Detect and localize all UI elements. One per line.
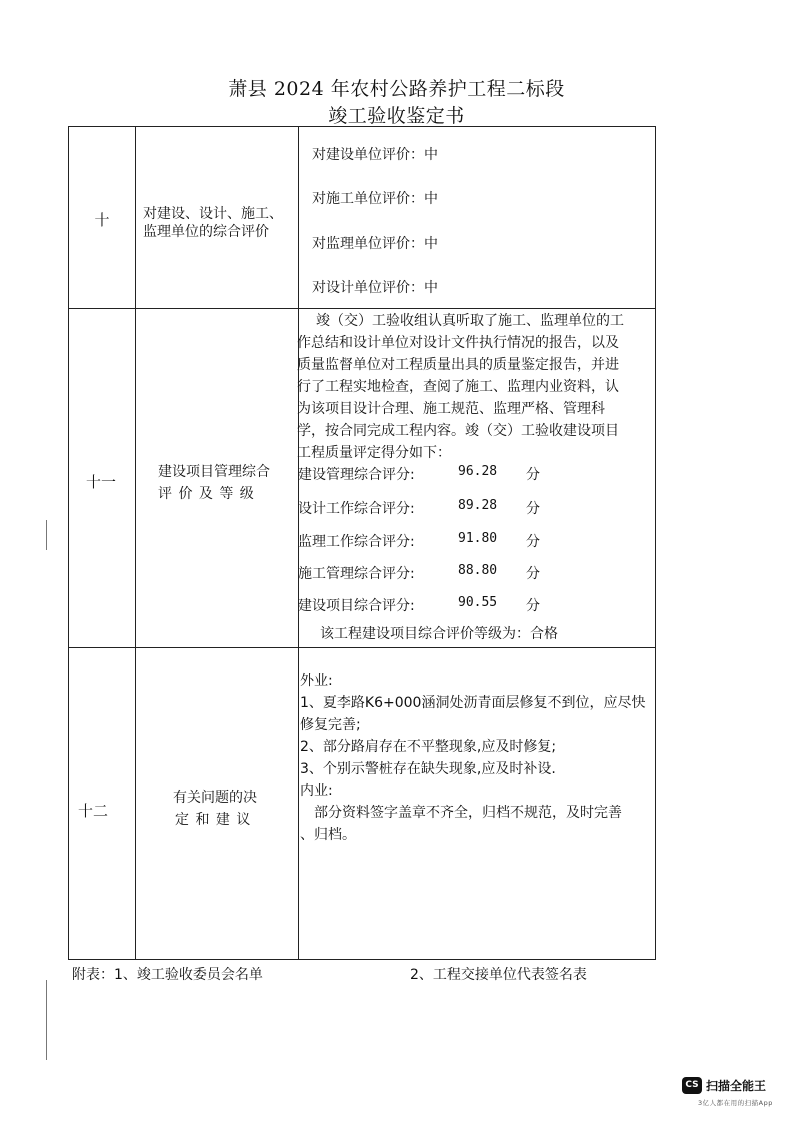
issues-line: 1、夏李路K6+000涵洞处沥青面层修复不到位，应尽快 — [300, 695, 646, 711]
issues-and-recommendations — [300, 670, 652, 846]
page-title-line1: 萧县 2024 年农村公路养护工程二标段 — [228, 78, 565, 100]
issues-line: 外业: — [300, 673, 333, 689]
score-value: 89.28 — [458, 498, 498, 513]
table-column-divider — [135, 127, 136, 959]
score-row-design — [298, 498, 648, 520]
intro-line: 竣（交）工验收组认真听取了施工、监理单位的工 — [316, 313, 624, 329]
issues-line: 修复完善; — [300, 717, 361, 733]
row-number-11: 十一 — [85, 473, 116, 491]
intro-line: 学，按合同完成工程内容。竣（交）工验收建设项目 — [297, 423, 619, 439]
score-label: 建设项目综合评分: — [298, 598, 415, 614]
score-label: 监理工作综合评分: — [298, 534, 415, 550]
watermark-tagline: 3亿人都在用的扫描App — [698, 1099, 773, 1107]
evaluation-contractor-unit: 对施工单位评价：中 — [312, 191, 438, 207]
intro-line: 质量监督单位对工程质量出具的质量鉴定报告，并进 — [297, 357, 619, 373]
page-title-line2: 竣工验收鉴定书 — [328, 105, 465, 127]
issues-line: 、归档。 — [300, 827, 356, 843]
score-row-supervision — [298, 531, 648, 553]
table-row-divider — [69, 647, 655, 648]
row-11-item-line2: 评 价 及 等 级 — [158, 486, 255, 502]
intro-line: 为该项目设计合理、施工规范、监理严格、管理科 — [297, 401, 605, 417]
issues-line: 部分资料签字盖章不齐全，归档不规范，及时完善 — [300, 805, 622, 821]
watermark-name: 扫描全能王 — [706, 1079, 767, 1093]
score-value: 90.55 — [458, 595, 498, 610]
score-label: 施工管理综合评分: — [298, 566, 415, 582]
score-unit: 分 — [526, 534, 540, 550]
score-value: 88.80 — [458, 563, 498, 578]
score-row-construction — [298, 563, 648, 585]
margin-mark — [46, 520, 47, 550]
score-unit: 分 — [526, 566, 540, 582]
margin-mark — [46, 980, 47, 1060]
intro-line: 作总结和设计单位对设计文件执行情况的报告，以及 — [297, 335, 619, 351]
evaluation-supervision-unit: 对监理单位评价：中 — [312, 236, 438, 252]
score-unit: 分 — [526, 501, 540, 517]
issues-line: 2、部分路肩存在不平整现象,应及时修复; — [300, 739, 557, 755]
row-10-item-line2: 监理单位的综合评价 — [143, 224, 269, 240]
evaluation-construction-unit: 对建设单位评价：中 — [312, 147, 438, 163]
row-number-10: 十 — [94, 211, 110, 229]
appendix-left: 附表：1、竣工验收委员会名单 — [72, 967, 263, 983]
score-row-management — [298, 464, 648, 486]
row-10-item-line1: 对建设、设计、施工、 — [143, 206, 283, 222]
intro-line: 行了工程实地检查，查阅了施工、监理内业资料，认 — [297, 379, 619, 395]
score-label: 设计工作综合评分: — [298, 501, 415, 517]
score-unit: 分 — [526, 598, 540, 614]
issues-line: 3、个别示警桩存在缺失现象,应及时补设. — [300, 761, 556, 777]
score-value: 91.80 — [458, 531, 498, 546]
score-row-project — [298, 595, 648, 617]
appendix-right: 2、工程交接单位代表签名表 — [410, 967, 587, 983]
score-unit: 分 — [526, 467, 540, 483]
row-11-item-line1: 建设项目管理综合 — [158, 464, 270, 480]
table-row-divider — [69, 308, 655, 309]
row-12-item-line2: 定 和 建 议 — [175, 812, 252, 828]
score-value: 96.28 — [458, 464, 498, 479]
row-number-12: 十二 — [77, 802, 108, 820]
row-12-item-line1: 有关问题的决 — [173, 790, 257, 806]
evaluation-design-unit: 对设计单位评价：中 — [312, 280, 438, 296]
score-label: 建设管理综合评分: — [298, 467, 415, 483]
issues-line: 内业: — [300, 783, 333, 799]
overall-grade: 该工程建设项目综合评价等级为：合格 — [320, 626, 558, 642]
intro-line: 工程质量评定得分如下： — [297, 445, 451, 461]
camscanner-logo-icon: CS — [682, 1077, 702, 1094]
